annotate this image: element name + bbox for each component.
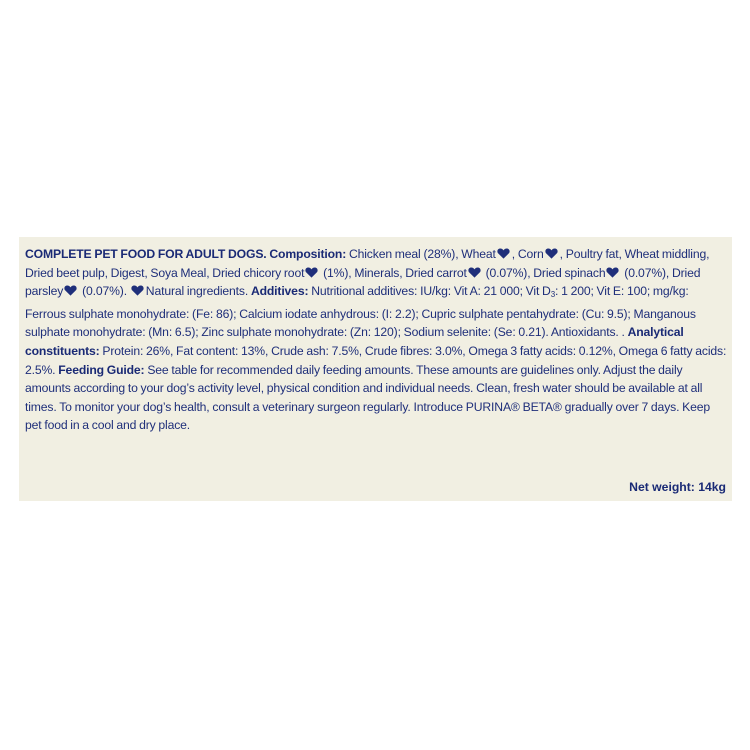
composition-text-corn: , Corn — [511, 247, 544, 261]
composition-text-after-chicory: (1%), Minerals, Dried carrot — [320, 265, 467, 280]
feeding-guide-text: See table for recommended daily feeding amounts. These amounts are guidelines only. Adjust the daily amounts according to your dog’s activity level, physical condition and individual needs. Clean, fresh water should be available at all times. To monitor your dog’s health, consult a veterinary surgeon regularly. Introduce PURINA® BETA® gradually over 7 days. Keep pet food in a cool and dry place. — [25, 362, 711, 433]
feeding-guide-heading: Feeding Guide: — [58, 362, 145, 377]
composition-heading: Composition: — [269, 247, 347, 261]
heart-icon — [305, 267, 318, 278]
ingredients-label-panel — [19, 237, 732, 501]
analytical-constituents-heading: Analytical constituents: — [25, 325, 684, 358]
additives-text: Nutritional additives: IU/kg: Vit A: 21 000; Vit D — [311, 284, 551, 299]
natural-ingredients-note: Natural ingredients. — [145, 284, 249, 299]
heart-icon — [497, 248, 510, 259]
intro-heading: COMPLETE PET FOOD FOR ADULT DOGS. — [25, 247, 267, 261]
heart-icon — [545, 248, 558, 259]
composition-text-chicken: Chicken meal (28%), — [348, 247, 462, 261]
net-weight: Net weight: 14kg — [629, 480, 726, 494]
analytical-constituents-text: Protein: 26%, Fat content: 13%, Crude ash: 7.5%, Crude fibres: 3.0%, Omega 3 fatty acids: 0.12%, Omega 6 fatty acids: 2.5%. — [25, 343, 727, 377]
additives-heading: Additives: — [250, 284, 309, 299]
composition-text-after-parsley: (0.07%). — [79, 284, 130, 299]
composition-text-after-corn: , Poultry fat, Wheat middling, Dried beet pulp, Digest, Soya Meal, Dried chicory root — [25, 247, 710, 280]
label-text — [25, 245, 727, 435]
composition-text-wheat: Wheat — [461, 247, 496, 261]
vitamin-d-subscript: 3 — [550, 290, 556, 300]
heart-icon — [468, 267, 481, 278]
additives-text-continued: : 1 200; Vit E: 100; mg/kg: Ferrous sulphate monohydrate: (Fe: 86); Calcium iodate anhydrous: (I: 2.2); Cupric sulphate pentahydrate: (Cu: 9.5); Manganous sulphate monohydrate: (Mn: 6.5); Zinc sulphate monohydrate: (Zn: 120); Sodium selenite: (Se: 0.21). Antioxidants. . — [25, 284, 696, 340]
heart-icon — [606, 267, 619, 278]
composition-text-after-carrot: (0.07%), Dried spinach — [482, 265, 606, 280]
heart-icon — [131, 285, 144, 296]
heart-icon — [64, 285, 77, 296]
composition-text-after-spinach: (0.07%), Dried parsley — [25, 265, 701, 299]
